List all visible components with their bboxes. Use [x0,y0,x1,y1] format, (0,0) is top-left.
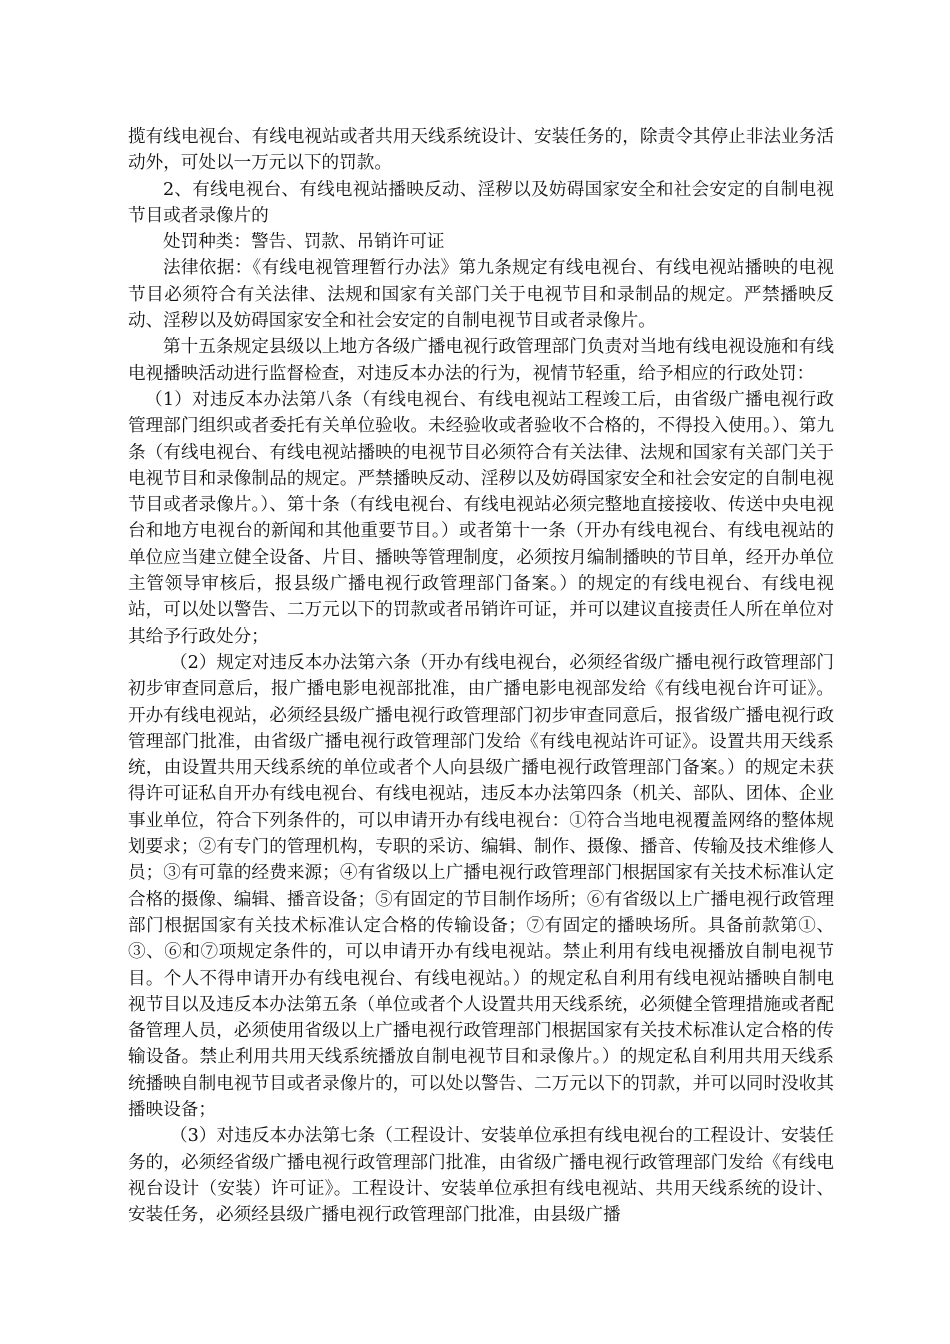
paragraph-clause-3: （3）对违反本办法第七条（工程设计、安装单位承担有线电视台的工程设计、安装任务的，必须经省级广播电视行政管理部门批准，由省级广播电视行政管理部门发给《有线电视台设计（安装）许可证》。工程设计、安装单位承担有线电视站、共用天线系统的设计、安装任务，必须经县级广播电视行政管理部门批准，由县级广播 [128,1126,834,1226]
paragraph-article-15: 第十五条规定县级以上地方各级广播电视行政管理部门负责对当地有线电视设施和有线电视播映活动进行监督检查，对违反本办法的行为，视情节轻重，给予相应的行政处罚： [128,337,834,384]
paragraph-clause-2: （2）规定对违反本办法第六条（开办有线电视台，必须经省级广播电视行政管理部门初步审查同意后，报广播电影电视部批准，由广播电影电视部发给《有线电视台许可证》。开办有线电视站，必须经县级广播电视行政管理部门初步审查同意后，报省级广播电视行政管理部门批准，由省级广播电视行政管理部门发给《有线电视站许可证》。设置共用天线系统，由设置共用天线系统的单位或者个人向县级广播电视行政管理部门备案。）的规定未获得许可证私自开办有线电视台、有线电视站，违反本办法第四条（机关、部队、团体、企业事业单位，符合下列条件的，可以申请开办有线电视台：①符合当地电视覆盖网络的整体规划要求；②有专门的管理机构，专职的采访、编辑、制作、摄像、播音、传输及技术维修人员；③有可靠的经费来源；④有省级以上广播电视行政管理部门根据国家有关技术标准认定合格的摄像、编辑、播音设备；⑤有固定的节目制作场所；⑥有省级以上广播电视行政管理部门根据国家有关技术标准认定合格的传输设备；⑦有固定的播映场所。具备前款第①、③、⑥和⑦项规定条件的，可以申请开办有线电视站。禁止利用有线电视播放自制电视节目。个人不得申请开办有线电视台、有线电视站。）的规定私自利用有线电视站播映自制电视节目以及违反本办法第五条（单位或者个人设置共用天线系统，必须健全管理措施或者配备管理人员，必须使用省级以上广播电视行政管理部门根据国家有关技术标准认定合格的传输设备。禁止利用共用天线系统播放自制电视节目和录像片。）的规定私自利用共用天线系统播映自制电视节目或者录像片的，可以处以警告、二万元以下的罚款，并可以同时没收其播映设备； [128,652,834,1120]
paragraph-item-2-heading: 2、有线电视台、有线电视站播映反动、淫秽以及妨碍国家安全和社会安定的自制电视节目或者录像片的 [128,179,834,226]
paragraph-penalty-types: 处罚种类：警告、罚款、吊销许可证 [163,232,445,253]
paragraph-continuation: 揽有线电视台、有线电视站或者共用天线系统设计、安装任务的，除责令其停止非法业务活动外，可处以一万元以下的罚款。 [128,127,834,174]
document-body [128,124,834,1228]
paragraph-legal-basis: 法律依据：《有线电视管理暂行办法》第九条规定有线电视台、有线电视站播映的电视节目必须符合有关法律、法规和国家有关部门关于电视节目和录制品的规定。严禁播映反动、淫秽以及妨碍国家安全和社会安定的自制电视节目或者录像片。 [128,258,834,332]
paragraph-clause-1: （1）对违反本办法第八条（有线电视台、有线电视站工程竣工后，由省级广播电视行政管理部门组织或者委托有关单位验收。未经验收或者验收不合格的，不得投入使用。）、第九条（有线电视台、有线电视站播映的电视节目必须符合有关法律、法规和国家有关部门关于电视节目和录像制品的规定。严禁播映反动、淫秽以及妨碍国家安全和社会安定的自制电视节目或者录像片。）、第十条（有线电视台、有线电视站必须完整地直接接收、传送中央电视台和地方电视台的新闻和其他重要节目。）或者第十一条（开办有线电视台、有线电视站的单位应当建立健全设备、片目、播映等管理制度，必须按月编制播映的节目单，经开办单位主管领导审核后，报县级广播电视行政管理部门备案。）的规定的有线电视台、有线电视站，可以处以警告、二万元以下的罚款或者吊销许可证，并可以建议直接责任人所在单位对其给予行政处分； [128,389,834,647]
